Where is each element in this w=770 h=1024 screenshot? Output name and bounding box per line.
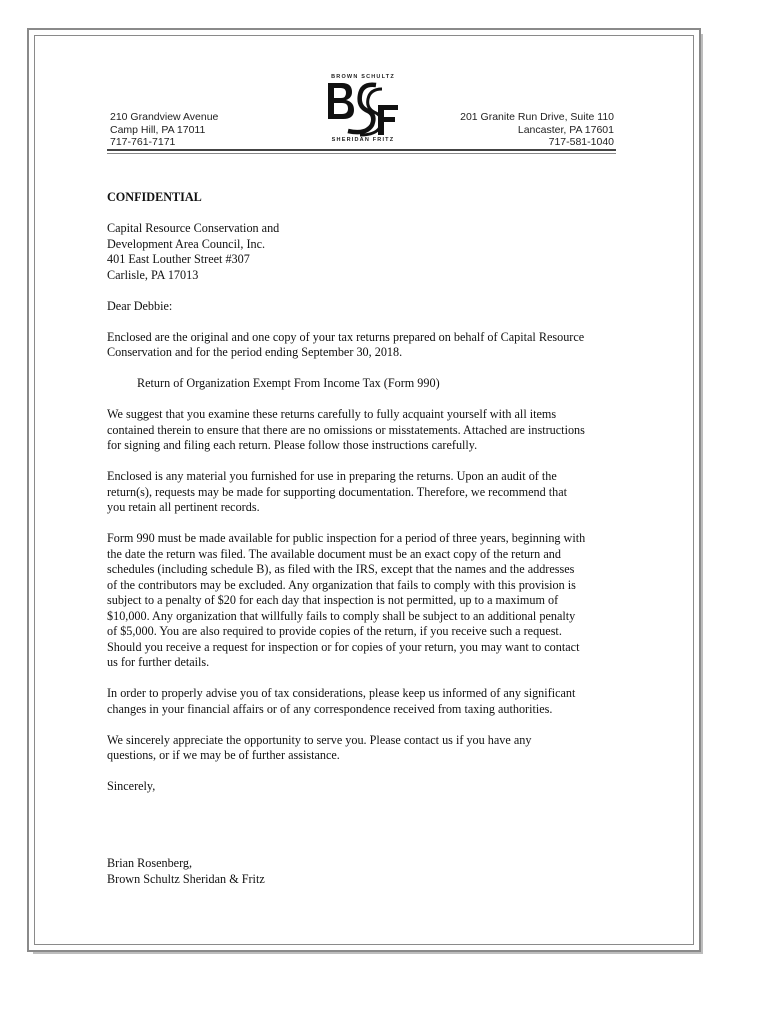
- signer-name: Brian Rosenberg,: [107, 856, 193, 870]
- paragraph-material-furnished: [107, 469, 627, 516]
- paragraph-tax-considerations: [107, 686, 627, 717]
- logo-text-top: BROWN SCHULTZ: [331, 74, 395, 80]
- left-office-address: [110, 111, 218, 149]
- text-line: Enclosed are the original and one copy of your tax returns prepared on behalf of Capital Resource: [107, 329, 585, 344]
- text-line: of the contributors may be excluded. Any organization that fails to comply with this provision is: [107, 577, 576, 592]
- text-line: We suggest that you examine these returns carefully to fully acquaint yourself with all items: [107, 407, 557, 421]
- right-office-address: [430, 111, 614, 149]
- form-title-line: Return of Organization Exempt From Income Tax (Form 990): [137, 376, 440, 390]
- address-line: Camp Hill, PA 17011: [110, 123, 206, 136]
- text-line: We sincerely appreciate the opportunity to serve you. Please contact us if you have any: [107, 732, 532, 747]
- recipient-line: Capital Resource Conservation and: [107, 221, 280, 235]
- text-line: Conservation and for the period ending September 30, 2018.: [107, 345, 403, 359]
- address-line: 201 Granite Run Drive, Suite 110: [460, 111, 614, 123]
- text-line: Form 990 must be made available for public inspection for a period of three years, beginning with: [107, 531, 586, 545]
- letterhead-divider: [107, 153, 616, 154]
- text-line: for signing and filing each return. Please follow those instructions carefully.: [107, 438, 478, 452]
- text-line: schedules (including schedule B), as filed with the IRS, except that the names and the addresses: [107, 562, 575, 576]
- text-line: Enclosed is any material you furnished for use in preparing the returns. Upon an audit of the: [107, 469, 557, 483]
- confidential-heading: CONFIDENTIAL: [107, 190, 202, 204]
- text-line: subject to a penalty of $20 for each day that inspection is not permitted, up to a maximum of: [107, 593, 559, 607]
- salutation: Dear Debbie:: [107, 298, 173, 313]
- text-line: the date the return was filed. The available document must be an exact copy of the return and: [107, 546, 561, 561]
- text-line: In order to properly advise you of tax considerations, please keep us informed of any significant: [107, 686, 576, 700]
- closing: Sincerely,: [107, 779, 156, 793]
- paragraph-public-inspection: [107, 531, 627, 671]
- firm-logo: [318, 70, 408, 148]
- recipient-line: Carlisle, PA 17013: [107, 267, 199, 282]
- text-line: contained therein to ensure that there are no omissions or misstatements. Attached are instructions: [107, 422, 585, 437]
- signature-block: [107, 856, 627, 887]
- page-border-shadow: [701, 34, 703, 954]
- logo-text-bottom: SHERIDAN FRITZ: [331, 137, 395, 143]
- recipient-line: Development Area Council, Inc.: [107, 236, 266, 251]
- text-line: $10,000. Any organization that willfully fails to comply shall be subject to an additional penalty: [107, 608, 576, 623]
- firm-name: Brown Schultz Sheridan & Fritz: [107, 871, 265, 886]
- text-line: of $5,000. You are also required to provide copies of the return, if you receive such a request.: [107, 624, 562, 638]
- text-line: you retain all pertinent records.: [107, 500, 260, 514]
- letter-body: [107, 190, 627, 903]
- paragraph-examine-returns: [107, 407, 627, 454]
- address-line: Lancaster, PA 17601: [517, 123, 614, 136]
- page-border-shadow: [33, 952, 703, 954]
- address-line: 210 Grandview Avenue: [110, 111, 219, 123]
- text-line: us for further details.: [107, 655, 210, 669]
- logo-monogram-icon: [326, 81, 400, 137]
- address-line: 717-761-7171: [110, 136, 176, 148]
- text-line: return(s), requests may be made for supporting documentation. Therefore, we recommend that: [107, 484, 568, 499]
- paragraph-appreciation: [107, 733, 627, 764]
- paragraph-enclosed-returns: [107, 330, 627, 361]
- signature-space: [107, 810, 627, 856]
- recipient-address: [107, 221, 627, 283]
- text-line: questions, or if we may be of further assistance.: [107, 748, 340, 762]
- letterhead-divider: [107, 149, 616, 151]
- recipient-line: 401 East Louther Street #307: [107, 252, 250, 266]
- address-line: 717-581-1040: [548, 136, 614, 148]
- text-line: Should you receive a request for inspection or for copies of your return, you may want to contact: [107, 639, 580, 654]
- text-line: changes in your financial affairs or of any correspondence received from taxing authorities.: [107, 701, 553, 716]
